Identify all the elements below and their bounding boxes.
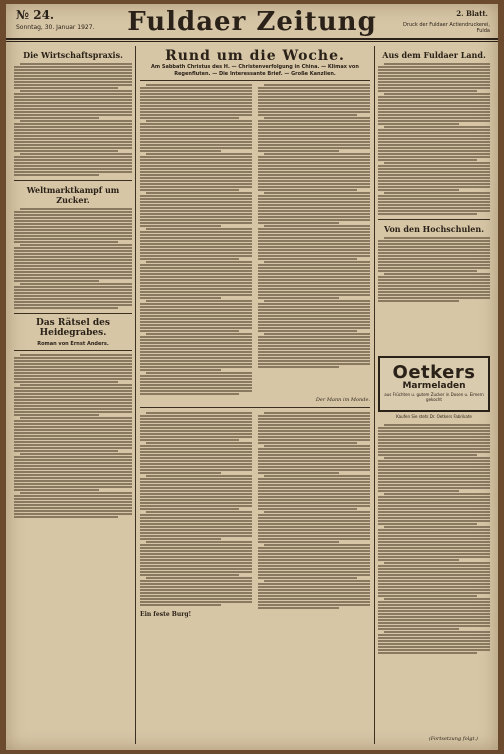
divider xyxy=(14,180,132,181)
masthead xyxy=(6,4,498,40)
section-heading-local: Aus dem Fuldaer Land. xyxy=(382,50,486,60)
divider xyxy=(378,219,490,220)
oetker-advertisement xyxy=(378,356,490,412)
week-review-headline: Rund um die Woche. xyxy=(165,48,345,64)
column-rule-right xyxy=(374,46,375,744)
right-column xyxy=(378,48,490,302)
masthead-rule xyxy=(6,41,498,42)
section-heading-economy: Die Wirtschaftspraxis. xyxy=(23,50,123,60)
continued-note: (Fortsetzung folgt.) xyxy=(428,736,478,742)
feuilleton-heading: Das Rätsel des Heidegrabes. xyxy=(36,318,110,338)
local-news-text xyxy=(378,63,490,215)
universities-text xyxy=(378,237,490,302)
section-heading-sugar: Weltmarktkampf um Zucker. xyxy=(26,185,120,205)
week-review-signature: Der Mann im Monde. xyxy=(315,397,370,403)
section-heading-universities: Von den Hochschulen. xyxy=(383,224,484,234)
ad-product: Marmeladen xyxy=(402,381,466,391)
right-column-lower xyxy=(378,424,490,654)
subheading-small: Ein feste Burg! xyxy=(140,611,192,618)
week-review-subline: Am Sabbath Christus des H. — Christenverfolgung in China. — Klimax von Regenfluten. — Die Interessante Brief. — Große Kanzlien. xyxy=(140,64,370,81)
divider xyxy=(14,313,132,314)
newspaper-page xyxy=(6,4,498,750)
issue-number: № 24. xyxy=(16,8,55,22)
sheet-number: 2. Blatt. xyxy=(456,9,488,18)
feuilleton-text xyxy=(14,354,132,518)
ad-tagline: aus Früchten u. gutem Zucker in Dosen u. Eimern gekocht xyxy=(384,392,484,402)
feuilleton-author: Roman von Ernst Anders. xyxy=(14,341,132,351)
newspaper-title: Fuldaer Zeitung xyxy=(127,7,377,37)
article-text-sugar xyxy=(14,208,132,309)
right-lower-text xyxy=(378,424,490,654)
column-rule-left xyxy=(135,46,136,744)
issue-date: Sonntag, 30. Januar 1927. xyxy=(16,24,95,31)
ad-footer: Kaufen Sie stets Dr. Oetkers Fabrikate xyxy=(396,414,472,419)
divider xyxy=(140,407,370,408)
middle-column xyxy=(140,48,370,620)
feuilleton-continuation xyxy=(140,412,370,609)
left-column xyxy=(14,48,132,518)
week-review-text xyxy=(140,84,370,395)
ad-brand: Oetkers xyxy=(392,362,476,383)
publisher-line: Druck der Fuldaer Actiendruckerei, Fulda xyxy=(403,22,490,34)
article-text-economy xyxy=(14,63,132,176)
